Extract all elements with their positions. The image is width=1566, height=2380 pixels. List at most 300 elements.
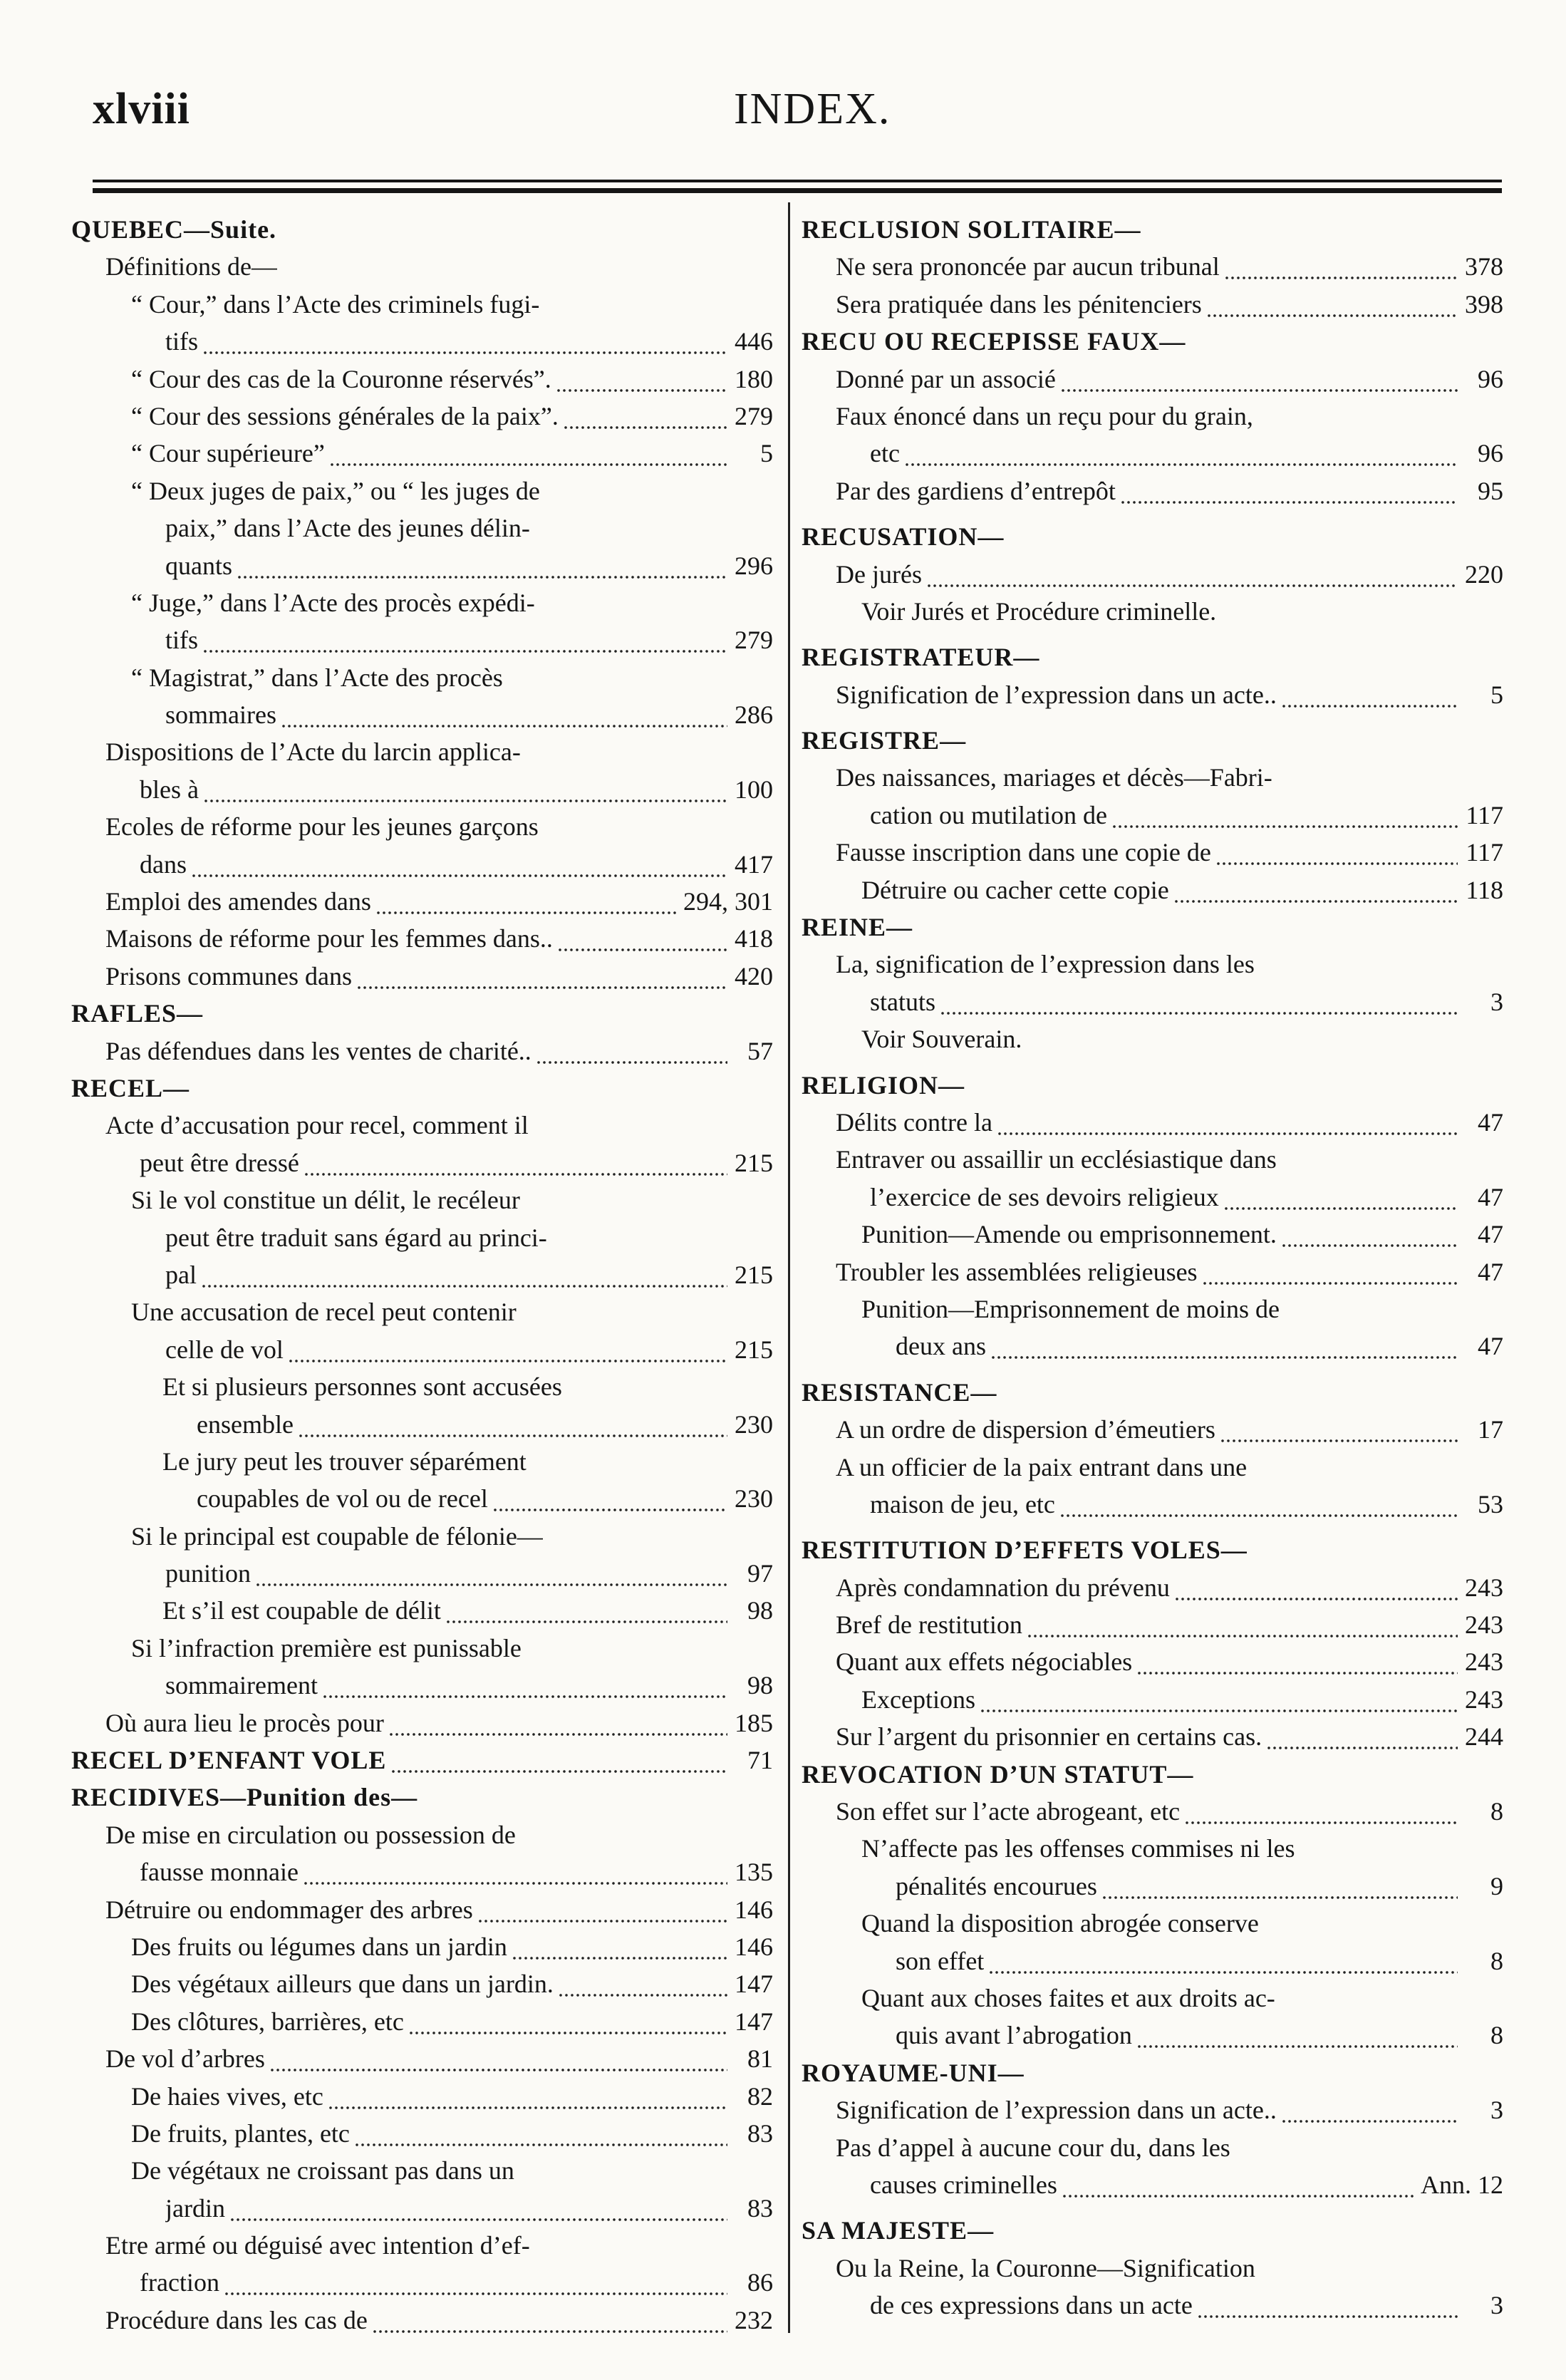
entry-line xyxy=(802,1980,1503,2017)
entry-text: ROYAUME-UNI— xyxy=(802,2058,1025,2087)
index-entry xyxy=(802,676,1503,713)
entry-line xyxy=(802,1216,1503,1253)
page-ref: 220 xyxy=(1465,559,1503,589)
entry-line xyxy=(71,1368,773,1405)
entry-text: A un officier de la paix entrant dans une xyxy=(836,1452,1248,1481)
page-ref: 243 xyxy=(1465,1573,1503,1602)
entry-text: causes criminelles xyxy=(870,2170,1057,2199)
index-entry xyxy=(802,1569,1503,1606)
index-entry xyxy=(802,1830,1503,1905)
entry-line xyxy=(802,2212,1503,2249)
index-entry xyxy=(71,1368,773,1443)
dot-leader xyxy=(1223,1179,1458,1216)
dot-leader xyxy=(237,547,727,584)
index-entry xyxy=(802,759,1503,834)
page-ref: 57 xyxy=(747,1036,773,1065)
entry-text: cation ou mutilation de xyxy=(870,800,1107,829)
page-header xyxy=(0,0,1566,171)
entry-line xyxy=(802,2091,1503,2128)
index-entry xyxy=(71,1107,773,1181)
entry-line xyxy=(802,1411,1503,1448)
entry-text: son effet xyxy=(896,1946,985,1975)
entry-text: Si le principal est coupable de félonie— xyxy=(131,1521,543,1551)
page-ref: 417 xyxy=(735,849,773,879)
index-entry xyxy=(71,883,773,920)
entry-text: REVOCATION D’UN STATUT— xyxy=(802,1759,1194,1789)
entry-text: RECU OU RECEPISSE FAUX— xyxy=(802,327,1186,356)
entry-text: Dispositions de l’Acte du larcin applica- xyxy=(105,738,521,767)
dot-leader xyxy=(1202,1253,1458,1290)
dot-leader xyxy=(1206,286,1458,323)
dot-leader xyxy=(328,2078,727,2115)
entry-line xyxy=(802,871,1503,909)
entry-line xyxy=(71,248,773,285)
entry-text: Des clôtures, barrières, etc xyxy=(131,2007,404,2036)
entry-text: Si le vol constitue un délit, le recéleur xyxy=(131,1186,520,1215)
dot-leader xyxy=(997,1104,1458,1141)
entry-line xyxy=(71,1181,773,1219)
page-ref: 135 xyxy=(735,1858,773,1887)
dot-leader xyxy=(1027,1606,1458,1643)
entry-text: Après condamnation du prévenu xyxy=(836,1573,1170,1602)
page-ref: 47 xyxy=(1478,1220,1503,1249)
entry-text: fausse monnaie xyxy=(140,1858,299,1887)
page-ref: 243 xyxy=(1465,1685,1503,1714)
entry-text: “ Cour des cas de la Couronne réservés”. xyxy=(131,364,551,393)
page-ref: 446 xyxy=(735,327,773,356)
index-heading xyxy=(802,2054,1503,2091)
entry-line xyxy=(71,1144,773,1181)
dot-leader xyxy=(1111,797,1458,834)
page-ref: 3 xyxy=(1490,987,1503,1016)
page-ref: 232 xyxy=(735,2305,773,2334)
entry-text: Détruire ou endommager des arbres xyxy=(105,1895,473,1924)
entry-line xyxy=(71,1443,773,1480)
page-ref: 146 xyxy=(735,1932,773,1961)
entry-line xyxy=(71,1518,773,1555)
entry-line xyxy=(802,759,1503,796)
index-entry xyxy=(802,2250,1503,2324)
entry-text: Des végétaux ailleurs que dans un jardin. xyxy=(131,1970,554,1999)
index-entry xyxy=(802,2129,1503,2204)
index-heading xyxy=(71,211,773,248)
entry-line xyxy=(71,696,773,733)
entry-line xyxy=(71,323,773,360)
entry-line xyxy=(71,2227,773,2264)
dot-leader xyxy=(556,361,727,398)
entry-text: Son effet sur l’acte abrogeant, etc xyxy=(836,1797,1181,1826)
entry-text: RAFLES— xyxy=(71,999,204,1028)
index-heading xyxy=(802,630,1503,676)
entry-line xyxy=(71,2302,773,2339)
dot-leader xyxy=(329,435,727,472)
dot-leader xyxy=(1215,834,1458,871)
entry-text: Définitions de— xyxy=(105,252,277,281)
page-ref: 180 xyxy=(735,364,773,393)
entry-line xyxy=(71,2115,773,2152)
page-ref: 230 xyxy=(735,1409,773,1439)
entry-line xyxy=(71,1891,773,1928)
page-ref: 244 xyxy=(1465,1722,1503,1752)
entry-line xyxy=(802,286,1503,323)
index-entry xyxy=(71,1965,773,2002)
entry-text: de ces expressions dans un acte xyxy=(870,2291,1193,2320)
entry-text: quants xyxy=(165,551,232,580)
page-ref: Ann. 12 xyxy=(1421,2170,1503,2199)
dot-leader xyxy=(356,958,727,995)
index-entry xyxy=(71,2003,773,2040)
index-entry xyxy=(71,1928,773,1965)
entry-text: Pas d’appel à aucune cour du, dans les xyxy=(836,2133,1230,2162)
index-entry xyxy=(71,286,773,361)
entry-text: Donné par un associé xyxy=(836,364,1056,393)
entry-text: pal xyxy=(165,1260,197,1289)
entry-line xyxy=(71,771,773,808)
index-entry xyxy=(802,1020,1503,1057)
dot-leader xyxy=(1062,2166,1416,2203)
entry-text: Ou la Reine, la Couronne—Signification xyxy=(836,2253,1255,2282)
entry-line xyxy=(802,1328,1503,1365)
entry-line xyxy=(802,2017,1503,2054)
index-entry xyxy=(71,920,773,957)
index-heading xyxy=(802,323,1503,360)
entry-line xyxy=(71,1107,773,1144)
entry-text: Troubler les assemblées religieuses xyxy=(836,1257,1198,1286)
entry-line xyxy=(802,2054,1503,2091)
entry-text: maison de jeu, etc xyxy=(870,1489,1055,1518)
entry-line xyxy=(71,1406,773,1443)
index-entry xyxy=(802,1980,1503,2054)
entry-line xyxy=(71,2264,773,2301)
entry-line xyxy=(802,1643,1503,1680)
entry-text: Maisons de réforme pour les femmes dans.. xyxy=(105,924,553,953)
entry-text: RECEL D’ENFANT VOLE xyxy=(71,1746,387,1775)
dot-leader xyxy=(229,2190,727,2227)
index-entry xyxy=(71,1630,773,1704)
dot-leader xyxy=(536,1033,727,1070)
entry-line xyxy=(802,1020,1503,1057)
entry-line xyxy=(802,1449,1503,1486)
entry-line xyxy=(71,659,773,696)
dot-leader xyxy=(1197,2287,1458,2324)
index-entry xyxy=(802,1253,1503,1290)
page-ref: 95 xyxy=(1478,476,1503,505)
entry-text: “ Cour des sessions générales de la paix”. xyxy=(131,401,559,430)
entry-line xyxy=(802,1531,1503,1568)
entry-line xyxy=(71,472,773,509)
entry-text: celle de vol xyxy=(165,1335,284,1364)
index-heading xyxy=(71,995,773,1032)
dot-leader xyxy=(563,398,727,435)
dot-leader xyxy=(1281,1216,1458,1253)
page-ref: 398 xyxy=(1465,289,1503,319)
entry-text: “ Cour,” dans l’Acte des criminels fugi- xyxy=(131,289,540,319)
index-entry xyxy=(802,1681,1503,1718)
entry-line xyxy=(71,958,773,995)
page-ref: 215 xyxy=(735,1148,773,1177)
entry-text: Faux énoncé dans un reçu pour du grain, xyxy=(836,401,1253,430)
index-entry xyxy=(802,1411,1503,1448)
page-ref: 117 xyxy=(1466,800,1503,829)
page-ref: 117 xyxy=(1466,838,1503,867)
entry-line xyxy=(802,2287,1503,2324)
index-entry xyxy=(71,2115,773,2152)
header-rule-thick xyxy=(93,188,1502,193)
index-entry xyxy=(802,946,1503,1020)
entry-line xyxy=(71,1779,773,1816)
index-entry xyxy=(802,1905,1503,1980)
entry-line xyxy=(802,1374,1503,1411)
page-ref: 47 xyxy=(1478,1182,1503,1211)
index-entry xyxy=(802,556,1503,593)
entry-line xyxy=(71,1555,773,1592)
page-ref: 96 xyxy=(1478,364,1503,393)
entry-text: Des fruits ou légumes dans un jardin xyxy=(131,1932,507,1961)
entry-line xyxy=(802,1830,1503,1867)
page-ref: 279 xyxy=(735,626,773,655)
index-heading xyxy=(802,1523,1503,1568)
page-ref: 98 xyxy=(747,1596,773,1625)
entry-text: Entraver ou assaillir un ecclésiastique dans xyxy=(836,1145,1277,1174)
entry-text: Signification de l’expression dans un acte.. xyxy=(836,2096,1277,2125)
entry-text: bles à xyxy=(140,775,199,804)
page-ref: 294, 301 xyxy=(683,887,773,916)
entry-line xyxy=(71,1070,773,1107)
dot-leader xyxy=(1101,1868,1458,1905)
entry-text: De haies vives, etc xyxy=(131,2081,323,2111)
entry-text: coupables de vol ou de recel xyxy=(197,1484,488,1514)
entry-line xyxy=(802,946,1503,983)
entry-text: Voir Jurés et Procédure criminelle. xyxy=(861,596,1217,626)
dot-leader xyxy=(354,2115,727,2152)
entry-text: Quant aux choses faites et aux droits ac- xyxy=(861,1983,1275,2012)
entry-text: De fruits, plantes, etc xyxy=(131,2118,350,2148)
entry-text: Des naissances, mariages et décès—Fabri- xyxy=(836,763,1272,792)
entry-text: A un ordre de dispersion d’émeutiers xyxy=(836,1415,1215,1444)
dot-leader xyxy=(1136,2017,1458,2054)
entry-line xyxy=(802,797,1503,834)
entry-text: RECEL— xyxy=(71,1073,190,1102)
entry-line xyxy=(71,883,773,920)
entry-text: Ne sera prononcée par aucun tribunal xyxy=(836,252,1220,281)
entry-text: peut être traduit sans égard au princi- xyxy=(165,1223,547,1252)
dot-leader xyxy=(298,1406,727,1443)
entry-line xyxy=(71,211,773,248)
dot-leader xyxy=(372,2302,727,2339)
entry-text: deux ans xyxy=(896,1332,986,1361)
entry-text: De vol d’arbres xyxy=(105,2044,265,2074)
entry-line xyxy=(71,920,773,957)
entry-line xyxy=(71,733,773,770)
entry-line xyxy=(802,1681,1503,1718)
dot-leader xyxy=(408,2003,727,2040)
page-ref: 147 xyxy=(735,1970,773,1999)
page-ref: 3 xyxy=(1490,2096,1503,2125)
entry-line xyxy=(802,1104,1503,1141)
page-number: xlviii xyxy=(93,85,190,133)
entry-line xyxy=(802,1569,1503,1606)
entry-line xyxy=(802,472,1503,509)
index-entry xyxy=(802,1290,1503,1365)
index-heading xyxy=(71,1742,773,1779)
index-entry xyxy=(71,1816,773,1891)
entry-line xyxy=(71,435,773,472)
entry-text: peut être dressé xyxy=(140,1148,299,1177)
running-head: INDEX. xyxy=(734,85,891,133)
entry-text: Délits contre la xyxy=(836,1107,992,1137)
entry-line xyxy=(71,2190,773,2227)
entry-text: Si l’infraction première est punissable xyxy=(131,1633,522,1662)
entry-text: Sur l’argent du prisonnier en certains cas. xyxy=(836,1722,1262,1752)
page-ref: 279 xyxy=(735,401,773,430)
page-ref: 5 xyxy=(760,439,773,468)
entry-line xyxy=(802,1141,1503,1178)
entry-line xyxy=(802,909,1503,946)
index-heading xyxy=(802,713,1503,759)
entry-line xyxy=(802,518,1503,555)
index-heading xyxy=(71,1779,773,1816)
page-ref: 82 xyxy=(747,2081,773,2111)
entry-line xyxy=(802,983,1503,1020)
dot-leader xyxy=(445,1592,727,1629)
index-entry xyxy=(71,1704,773,1742)
page-ref: 147 xyxy=(735,2007,773,2036)
page-ref: 5 xyxy=(1490,680,1503,709)
index-entry xyxy=(71,472,773,584)
entry-line xyxy=(71,995,773,1032)
dot-leader xyxy=(269,2040,727,2077)
entry-text: Et si plusieurs personnes sont accusées xyxy=(162,1372,562,1402)
entry-line xyxy=(71,2152,773,2189)
index-entry xyxy=(802,1718,1503,1755)
index-entry xyxy=(802,2091,1503,2128)
entry-text: REINE— xyxy=(802,913,913,942)
entry-line xyxy=(802,676,1503,713)
entry-text: QUEBEC—Suite. xyxy=(71,215,277,244)
entry-line xyxy=(71,1592,773,1629)
dot-leader xyxy=(288,1331,727,1368)
entry-text: RESTITUTION D’EFFETS VOLES— xyxy=(802,1536,1248,1565)
entry-line xyxy=(802,722,1503,759)
dot-leader xyxy=(1136,1643,1458,1680)
page-ref: 97 xyxy=(747,1559,773,1588)
entry-text: Et s’il est coupable de délit xyxy=(162,1596,441,1625)
entry-text: pénalités encourues xyxy=(896,1871,1097,1900)
index-entry xyxy=(802,248,1503,285)
entry-text: Quand la disposition abrogée conserve xyxy=(861,1909,1259,1938)
index-entry xyxy=(71,1033,773,1070)
header-rule-thin xyxy=(93,180,1502,182)
index-entry xyxy=(71,584,773,659)
index-entry xyxy=(71,435,773,472)
index-entry xyxy=(71,1891,773,1928)
dot-leader xyxy=(1173,871,1458,909)
entry-text: Sera pratiquée dans les pénitenciers xyxy=(836,289,1202,319)
dot-leader xyxy=(558,1965,727,2002)
dot-leader xyxy=(1184,1793,1458,1830)
dot-leader xyxy=(390,1742,727,1779)
page-ref: 243 xyxy=(1465,1610,1503,1640)
entry-line xyxy=(802,1718,1503,1755)
dot-leader xyxy=(201,1256,727,1293)
page-ref: 83 xyxy=(747,2193,773,2223)
entry-text: N’affecte pas les offenses commises ni les xyxy=(861,1834,1295,1863)
index-entry xyxy=(802,286,1503,323)
entry-line xyxy=(802,1606,1503,1643)
page-ref: 98 xyxy=(747,1671,773,1700)
page-ref: 81 xyxy=(747,2044,773,2074)
entry-text: quis avant l’abrogation xyxy=(896,2021,1132,2050)
page-ref: 243 xyxy=(1465,1647,1503,1677)
entry-line xyxy=(802,211,1503,248)
entry-text: ensemble xyxy=(197,1409,294,1439)
dot-leader xyxy=(1281,676,1458,713)
entry-line xyxy=(71,1033,773,1070)
index-entry xyxy=(802,1104,1503,1141)
entry-text: REGISTRE— xyxy=(802,726,967,755)
entry-line xyxy=(802,2250,1503,2287)
entry-text: RECLUSION SOLITAIRE— xyxy=(802,215,1141,244)
index-heading xyxy=(802,1756,1503,1793)
page-ref: 100 xyxy=(735,775,773,804)
entry-text: Prisons communes dans xyxy=(105,961,352,990)
page-ref: 83 xyxy=(747,2118,773,2148)
entry-text: Bref de restitution xyxy=(836,1610,1022,1640)
dot-leader xyxy=(1059,1486,1458,1523)
entry-text: tifs xyxy=(165,327,199,356)
dot-leader xyxy=(926,556,1458,593)
page-ref: 418 xyxy=(735,924,773,953)
entry-line xyxy=(71,584,773,621)
entry-line xyxy=(802,1486,1503,1523)
entry-text: Exceptions xyxy=(861,1685,975,1714)
index-entry xyxy=(71,1293,773,1368)
entry-line xyxy=(71,361,773,398)
entry-text: Procédure dans les cas de xyxy=(105,2305,368,2334)
entry-text: RELIGION— xyxy=(802,1070,965,1100)
entry-line xyxy=(71,621,773,658)
index-entry xyxy=(802,398,1503,472)
dot-leader xyxy=(202,621,727,658)
page-ref: 71 xyxy=(747,1746,773,1775)
entry-text: paix,” dans l’Acte des jeunes délin- xyxy=(165,514,530,543)
entry-text: Voir Souverain. xyxy=(861,1025,1022,1054)
entry-text: Signification de l’expression dans un acte.. xyxy=(836,680,1277,709)
index-entry xyxy=(802,1643,1503,1680)
dot-leader xyxy=(224,2264,727,2301)
dot-leader xyxy=(477,1891,727,1928)
entry-line xyxy=(71,1742,773,1779)
entry-line xyxy=(71,1816,773,1853)
index-heading xyxy=(802,1058,1503,1104)
dot-leader xyxy=(304,1144,727,1181)
page-ref: 378 xyxy=(1465,252,1503,281)
index-entry xyxy=(802,472,1503,509)
entry-line xyxy=(802,323,1503,360)
entry-line xyxy=(802,1253,1503,1290)
dot-leader xyxy=(281,696,727,733)
page-ref: 185 xyxy=(735,1708,773,1737)
entry-text: tifs xyxy=(165,626,199,655)
entry-text: sommaires xyxy=(165,700,276,730)
entry-line xyxy=(71,1965,773,2002)
page-ref: 86 xyxy=(747,2268,773,2297)
entry-text: Punition—Emprisonnement de moins de xyxy=(861,1294,1280,1323)
index-heading xyxy=(802,1365,1503,1411)
entry-line xyxy=(71,1219,773,1256)
entry-text: jardin xyxy=(165,2193,225,2223)
entry-text: fraction xyxy=(140,2268,219,2297)
